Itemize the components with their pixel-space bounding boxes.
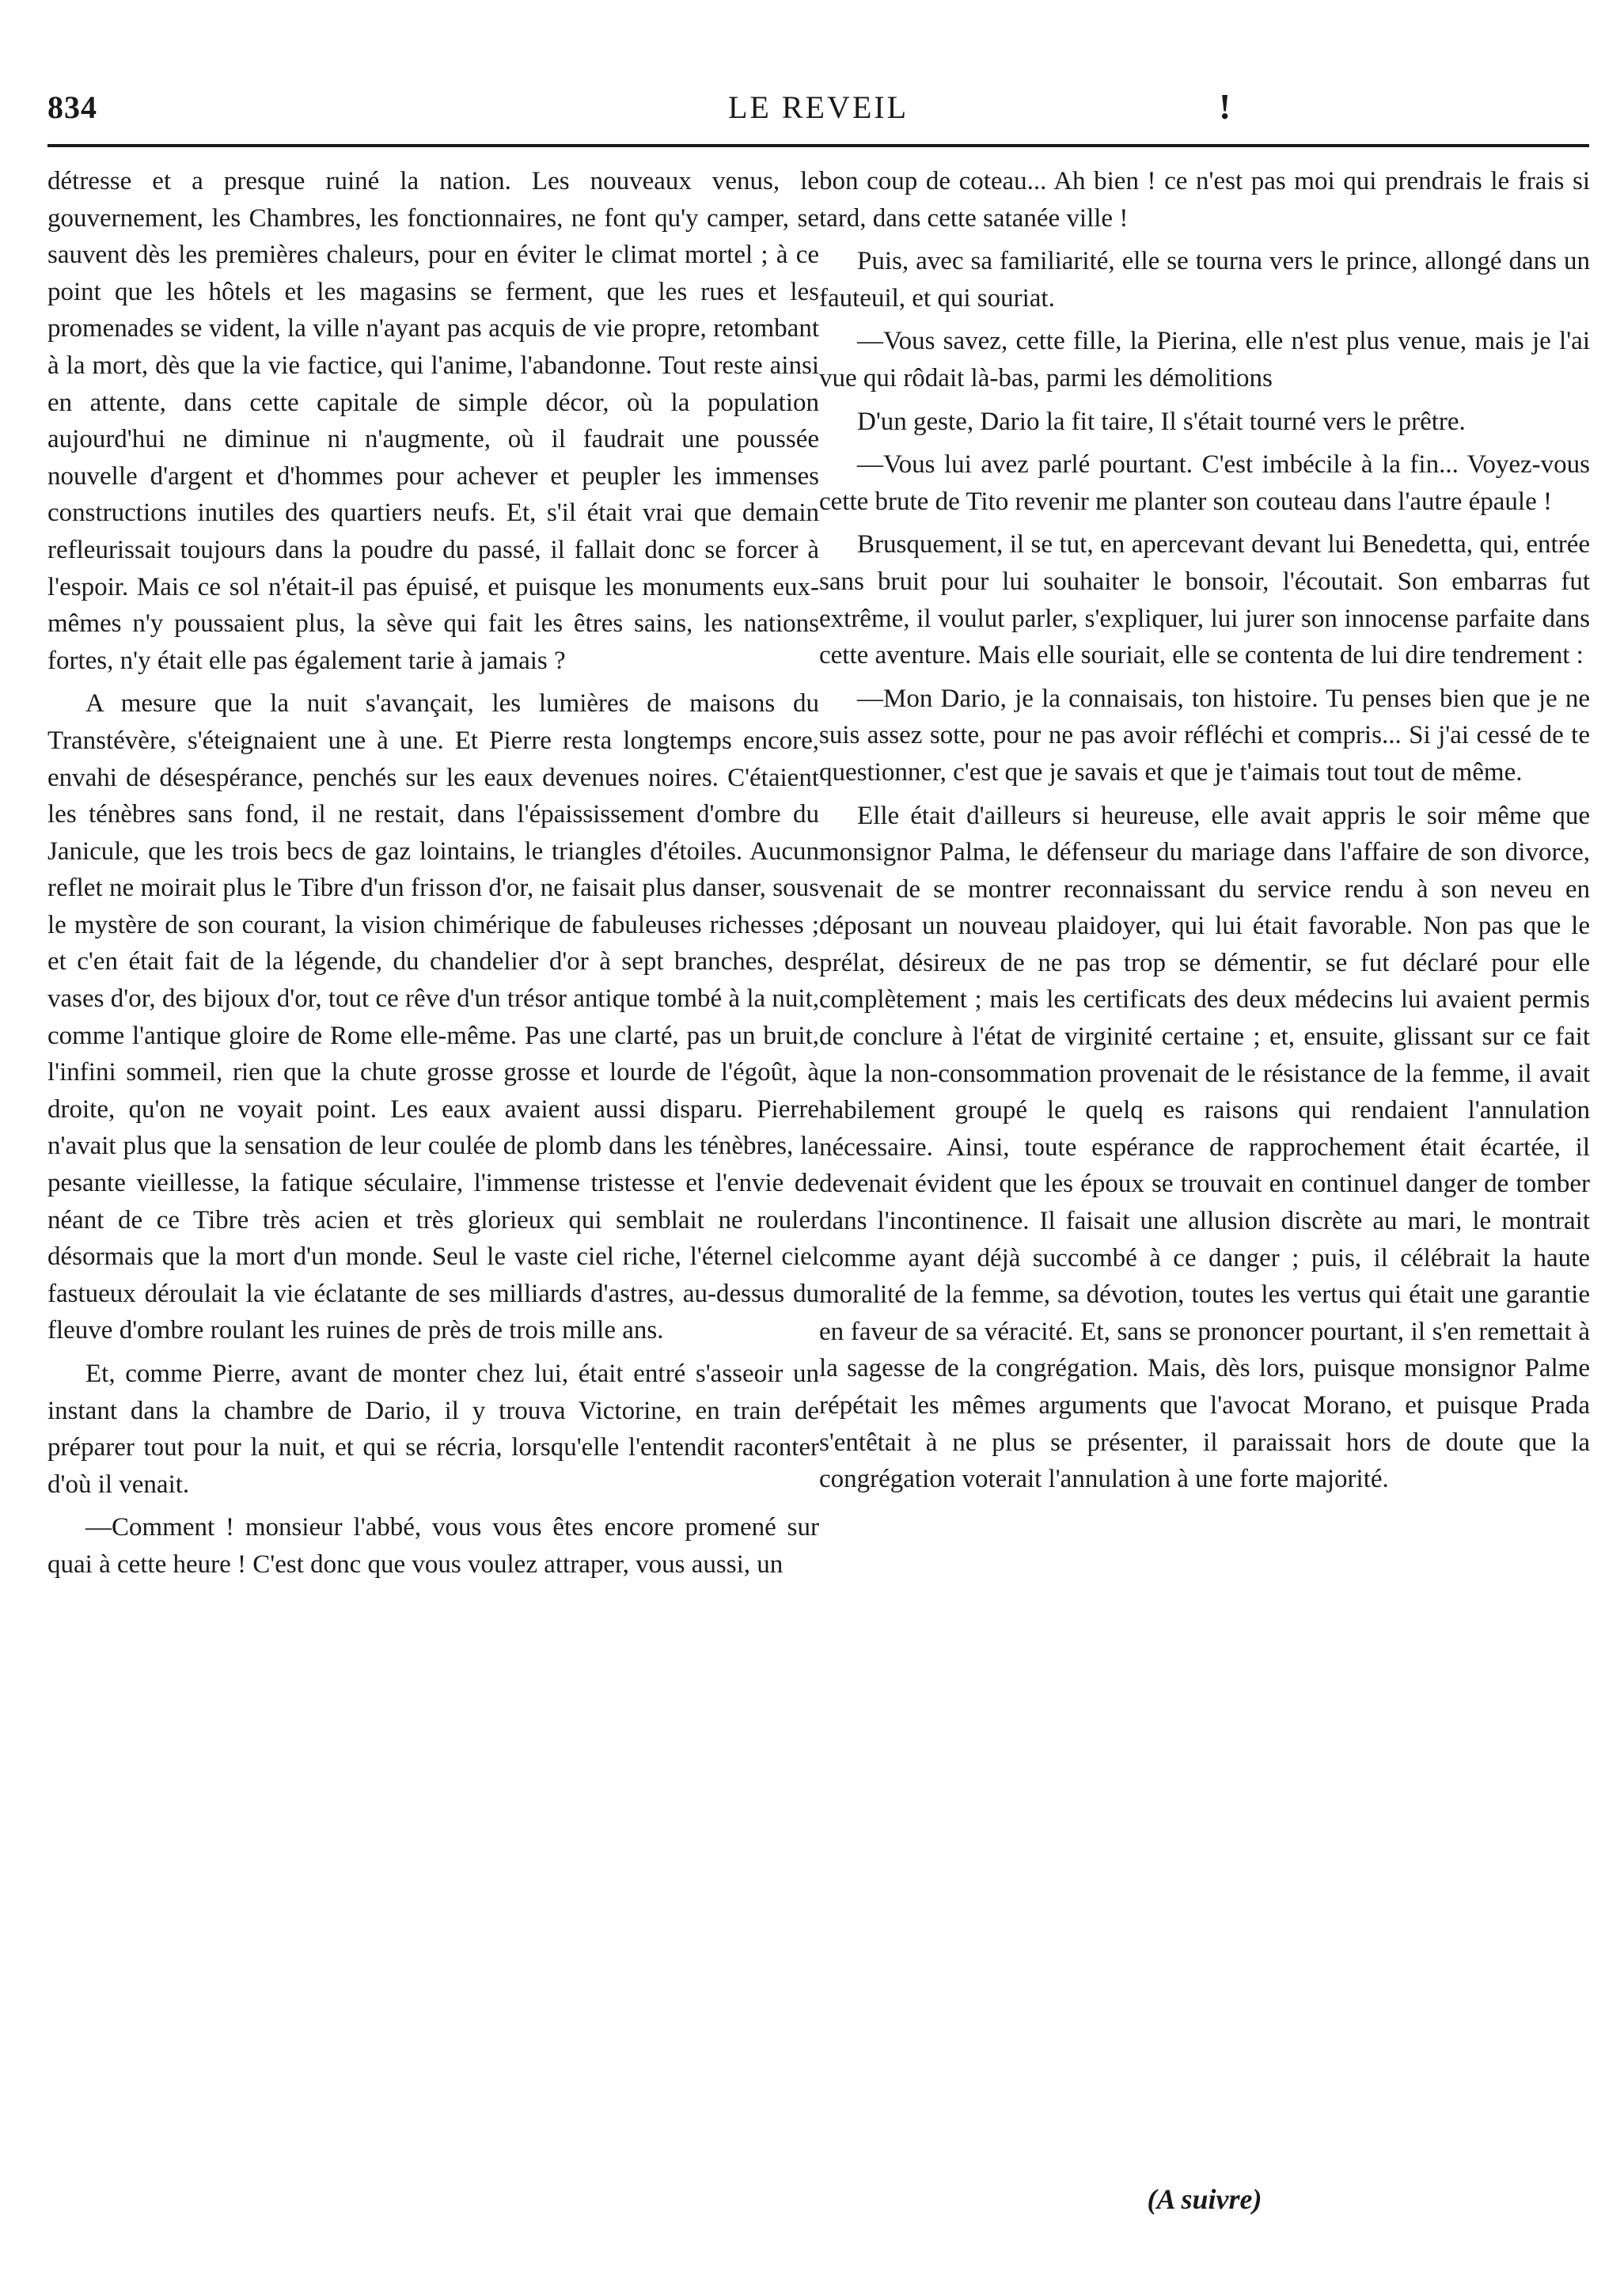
to-be-continued: (A suivre) [1147,2183,1262,2215]
paragraph: —Mon Dario, je la connaisais, ton histoire. Tu penses bien que je ne suis assez sotte, pour ne pas avoir réfléchi et compris... Si j'ai cessé de te questionner, c'est que je savais et que je t'aimais tout tout de même. [819,684,1590,787]
page-header [47,86,1589,136]
paragraph: détresse et a presque ruiné la nation. Les nouveaux venus, le gouvernement, les Chambres, les fonctionnaires, ne font qu'y camper, se sauvent dès les premières chaleurs, pour en éviter le climat mortel ; à ce point que les hôtels et les magasins se ferment, que les rues et les promenades se vident, la ville n'ayant pas acquis de vie propre, retombant à la mort, dès que la vie factice, qui l'anime, l'abandonne. Tout reste ainsi en attente, dans cette capitale de simple décor, où la population aujourd'hui ne diminue ni n'augmente, où il faudrait une poussée nouvelle d'argent et d'hommes pour achever et peupler les immenses constructions inutiles des quartiers neufs. Et, s'il était vrai que demain refleurissait toujours dans la poudre du passé, il fallait donc se forcer à l'espoir. Mais ce sol n'était-il pas épuisé, et puisque les monuments eux-mêmes n'y poussaient plus, la sève qui fait les êtres sains, les nations fortes, n'y était elle pas également tarie à jamais ? [47,167,819,675]
header-rule [47,144,1589,147]
page-number: 834 [47,89,97,125]
left-column [47,163,819,1590]
paragraph: Elle était d'ailleurs si heureuse, elle avait appris le soir même que monsignor Palma, le défenseur du mariage dans l'affaire de son divorce, venait de se montrer reconnaissant du service rendu à son neveu en déposant un nouveau plaidoyer, qui lui était favorable. Non pas que le prélat, désireux de ne pas trop se démentir, se fut déclaré pour elle complètement ; mais les certificats des deux médecins lui avaient permis de conclure à l'état de virginité certaine ; et, ensuite, glissant sur ce fait que la non-consommation provenait de le résistance de la femme, il avait habilement groupé le quelq es raisons qui rendaient l'annulation nécessaire. Ainsi, toute espérance de rapprochement était écartée, il devenait évident que les époux se trouvait en continuel danger de tomber dans l'incontinence. Il faisait une allusion discrète au mari, le montrait comme ayant déjà succombé à ce danger ; puis, il célébrait la haute moralité de la femme, sa dévotion, toutes les vertus qui était une garantie en faveur de sa véracité. Et, sans se prononcer pourtant, il s'en remettait à la sagesse de la congrégation. Mais, dès lors, puisque monsignor Palme répétait les mêmes arguments que l'avocat Morano, et puisque Prada s'entêtait à ne plus se présenter, il paraissait hors de doute que la congrégation voterait l'annulation à une forte majorité. [819,801,1590,1494]
paragraph: —Vous lui avez parlé pourtant. C'est imbécile à la fin... Voyez-vous cette brute de Tito revenir me planter son couteau dans l'autre épaule ! [819,450,1590,516]
paragraph: Brusquement, il se tut, en apercevant devant lui Benedetta, qui, entrée sans bruit pour lui souhaiter le bonsoir, l'écoutait. Son embarras fut extrême, il voulut parler, s'expliquer, lui jurer son innocense parfaite dans cette aventure. Mais elle souriait, elle se contenta de lui dire tendrement : [819,530,1590,670]
running-title: LE REVEIL [727,89,909,125]
paragraph: D'un geste, Dario la fit taire, Il s'était tourné vers le prêtre. [857,407,1466,436]
right-column [819,163,1590,1504]
header-mark: ! [1219,86,1231,127]
paragraph: A mesure que la nuit s'avançait, les lumières de maisons du Transtévère, s'éteignaient une à une. Et Pierre resta longtemps encore, envahi de désespérance, penchés sur les eaux devenues noires. C'étaient les ténèbres sans fond, il ne restait, dans l'épaississement d'ombre du Janicule, que les trois becs de gaz lointains, le triangles d'étoiles. Aucun reflet ne moirait plus le Tibre d'un frisson d'or, ne faisait plus danser, sous le mystère de son courant, la vision chimérique de fabuleuses richesses ; et c'en était fait de la légende, du chandelier d'or à sept branches, des vases d'or, des bijoux d'or, tout ce rêve d'un trésor antique tombé à la nuit, comme l'antique gloire de Rome elle-même. Pas une clarté, pas un bruit, l'infini sommeil, rien que la chute grosse grosse et lourde de l'égoût, à droite, qu'on ne voyait point. Les eaux avaient aussi disparu. Pierre n'avait plus que la sensation de leur coulée de plomb dans les ténèbres, la pesante vieillesse, la fatique séculaire, l'immense tristesse et l'envie de néant de ce Tibre très acien et très glorieux qui semblait ne rouler désormais que la mort d'un monde. Seul le vaste ciel riche, l'éternel ciel fastueux déroulait la vie éclatante de ses milliards d'astres, au-dessus du fleuve d'ombre roulant les ruines de près de trois mille ans. [47,689,819,1345]
paragraph: bon coup de coteau... Ah bien ! ce n'est pas moi qui prendrais le frais si tard, dans cette satanée ville ! [819,167,1590,233]
paragraph: Et, comme Pierre, avant de monter chez lui, était entré s'asseoir un instant dans la chambre de Dario, il y trouva Victorine, en train de préparer tout pour la nuit, et qui se récria, lorsqu'elle l'entendit raconter d'où il venait. [47,1360,819,1499]
paragraph: —Comment ! monsieur l'abbé, vous vous êtes encore promené sur quai à cette heure ! C'est donc que vous voulez attraper, vous aussi, un [47,1513,819,1579]
paragraph: —Vous savez, cette fille, la Pierina, elle n'est plus venue, mais je l'ai vue qui rôdait là-bas, parmi les démolitions [819,327,1590,393]
paragraph: Puis, avec sa familiarité, elle se tourna vers le prince, allongé dans un fauteuil, et qui souriat. [819,247,1590,313]
